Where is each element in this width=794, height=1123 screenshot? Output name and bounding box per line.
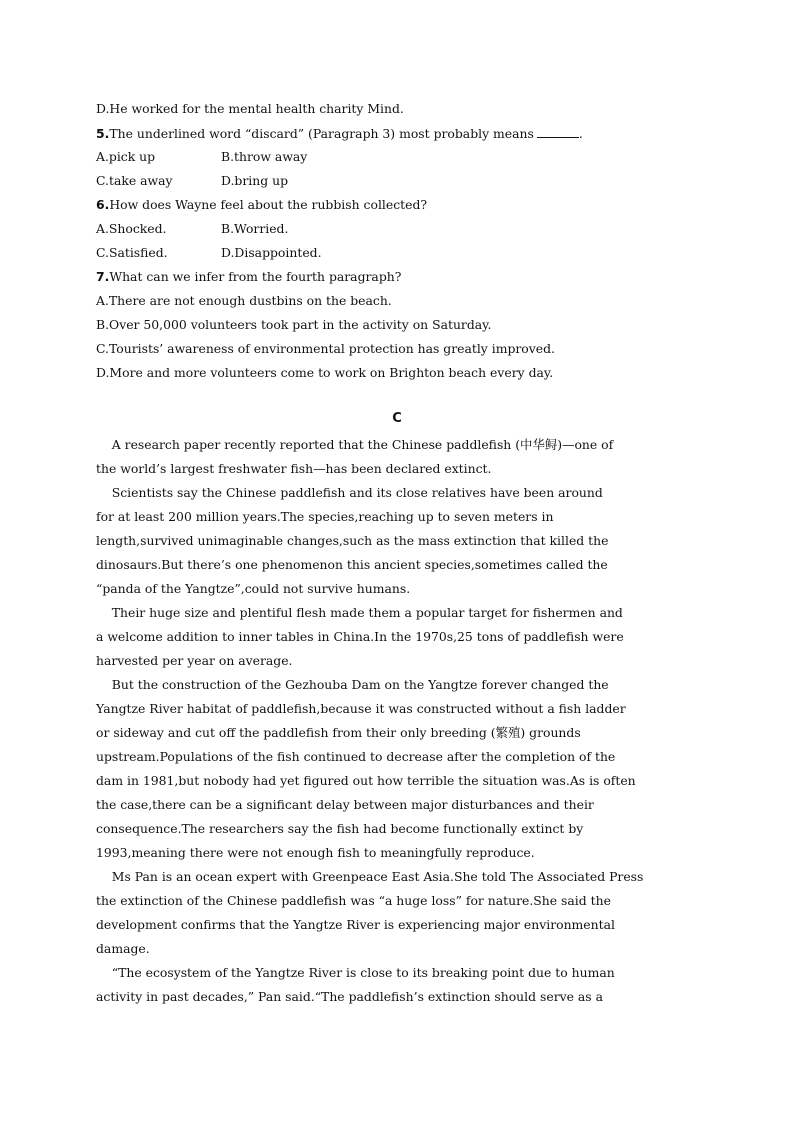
q7-option-b: B.Over 50,000 volunteers took part in the activity on Saturday. [96, 317, 492, 332]
passage-line: the world’s largest freshwater fish—has been declared extinct. [96, 461, 492, 476]
passage-line: dam in 1981,but nobody had yet figured out how terrible the situation was.As is often [96, 773, 636, 788]
q6-option-b: B.Worried. [221, 221, 289, 236]
passage-line: “The ecosystem of the Yangtze River is close to its breaking point due to human [96, 965, 615, 980]
q7-option-d: D.More and more volunteers come to work on Brighton beach every day. [96, 365, 554, 380]
passage-line: development confirms that the Yangtze River is experiencing major environmental [96, 917, 615, 932]
q6-option-d: D.Disappointed. [221, 245, 322, 260]
q6-option-a: A.Shocked. [96, 221, 167, 236]
question-6-stem: How does Wayne feel about the rubbish collected? [109, 197, 428, 212]
question-6-options-row-2 [96, 245, 706, 261]
passage-line: A research paper recently reported that the Chinese paddlefish (中华鲟)—one of [96, 437, 614, 452]
passage-line: a welcome addition to inner tables in China.In the 1970s,25 tons of paddlefish were [96, 629, 624, 644]
passage-line: Their huge size and plentiful flesh made them a popular target for fishermen and [96, 605, 623, 620]
passage-line: consequence.The researchers say the fish had become functionally extinct by [96, 821, 584, 836]
question-7-stem: What can we infer from the fourth paragraph? [109, 269, 402, 284]
question-7-number: 7. [96, 269, 110, 284]
section-heading: C [392, 411, 402, 426]
question-6-number: 6. [96, 197, 110, 212]
q5-option-b: B.throw away [221, 149, 308, 164]
q5-option-c: C.take away [96, 173, 173, 188]
passage-line: “panda of the Yangtze”,could not survive humans. [96, 581, 411, 596]
passage-line: 1993,meaning there were not enough fish to meaningfully reproduce. [96, 845, 535, 860]
question-6 [96, 197, 706, 213]
question-5-options-row-2 [96, 173, 706, 189]
passage-line: or sideway and cut off the paddlefish from their only breeding (繁殖) grounds [96, 725, 581, 740]
question-5-stem: The underlined word “discard” (Paragraph 3) most probably means [109, 126, 534, 141]
question-5 [96, 125, 706, 142]
answer-blank [537, 125, 579, 138]
passage-line: damage. [96, 941, 150, 956]
passage-line: But the construction of the Gezhouba Dam on the Yangtze forever changed the [96, 677, 609, 692]
passage-line: the extinction of the Chinese paddlefish was “a huge loss” for nature.She said the [96, 893, 611, 908]
passage-line: Ms Pan is an ocean expert with Greenpeace East Asia.She told The Associated Press [96, 869, 644, 884]
passage-line: harvested per year on average. [96, 653, 293, 668]
q7-option-a: A.There are not enough dustbins on the beach. [96, 293, 392, 308]
q5-option-a: A.pick up [96, 149, 156, 164]
question-7 [96, 269, 706, 285]
passage-line: upstream.Populations of the fish continued to decrease after the completion of the [96, 749, 616, 764]
question-5-number: 5. [96, 126, 110, 141]
q4-option-d: D.He worked for the mental health charity Mind. [96, 101, 404, 116]
q6-option-c: C.Satisfied. [96, 245, 168, 260]
passage-line: Yangtze River habitat of paddlefish,because it was constructed without a fish ladder [96, 701, 626, 716]
passage-line: the case,there can be a significant delay between major disturbances and their [96, 797, 594, 812]
passage-line: activity in past decades,” Pan said.“The paddlefish’s extinction should serve as a [96, 989, 603, 1004]
passage-line: length,survived unimaginable changes,such as the mass extinction that killed the [96, 533, 609, 548]
question-5-options-row-1 [96, 149, 706, 165]
question-5-end: . [578, 126, 583, 141]
passage-line: dinosaurs.But there’s one phenomenon this ancient species,sometimes called the [96, 557, 608, 572]
passage-line: for at least 200 million years.The species,reaching up to seven meters in [96, 509, 554, 524]
passage-line: Scientists say the Chinese paddlefish and its close relatives have been around [96, 485, 603, 500]
question-6-options-row-1 [96, 221, 706, 237]
q7-option-c: C.Tourists’ awareness of environmental protection has greatly improved. [96, 341, 555, 356]
q5-option-d: D.bring up [221, 173, 289, 188]
